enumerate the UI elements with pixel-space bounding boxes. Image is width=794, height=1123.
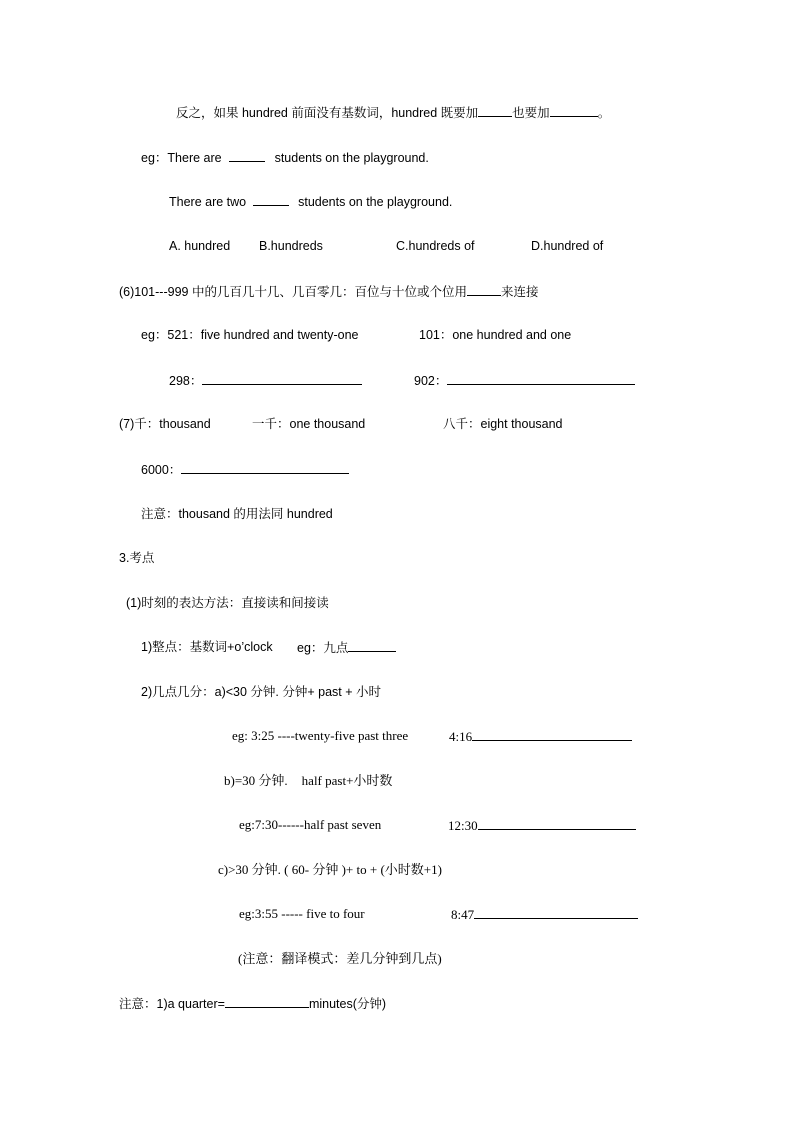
example-101: 101：one hundred and one [419,328,572,342]
rule-text: half past+小时数 [301,773,393,788]
section-7-thousand: (7)千：thousand [119,417,211,431]
quarter-note [119,994,386,1013]
answer-blank[interactable] [474,905,638,919]
section-3-heading: 3.考点 [119,551,155,565]
note-text: 注意：1)a quarter= [119,997,225,1011]
example-text: eg：There are [141,151,222,165]
exercise-298 [169,371,362,390]
example-text: eg：九点 [297,641,349,655]
option-a[interactable]: A. hundred [169,239,231,253]
section-6-text: (6)101---999 中的几百几十几、几百零几：百位与十位或个位用 [119,285,467,299]
example-521: eg：521：five hundred and twenty-one [141,328,359,342]
option-b[interactable]: B.hundreds [259,239,323,253]
answer-blank[interactable] [447,371,635,385]
answer-blank[interactable] [550,103,598,117]
past-rule: 2)几点几分：a)<30 分钟. 分钟+ past + 小时 [141,685,381,699]
section-6-text-2: 来连接 [500,285,539,299]
answer-blank[interactable] [225,994,309,1008]
note-text-2: minutes(分钟) [308,997,387,1011]
oclock-example [297,638,396,657]
to-rule: c)>30 分钟. ( 60- 分钟 )+ to + (小时数+1) [218,862,442,877]
example-text: There are two [169,195,247,209]
answer-blank[interactable] [253,192,289,206]
example-sentence-1 [141,148,429,167]
eight-thousand: 八千：eight thousand [443,417,563,431]
half-past-rule [224,772,392,790]
past-example: eg: 3:25 ----twenty-five past three [232,728,409,743]
exercise-6000 [141,460,349,479]
answer-blank[interactable] [181,460,349,474]
answer-blank[interactable] [478,816,636,830]
answer-blank[interactable] [348,638,396,652]
time-expression-heading: (1)时刻的表达方法：直接读和间接读 [126,596,329,610]
section-6-heading [119,282,538,301]
punctuation: 。 [597,106,611,120]
exercise-8-47 [451,905,638,924]
answer-blank[interactable] [202,371,362,385]
half-past-example: eg:7:30------half past seven [239,817,382,832]
thousand-note: 注意：thousand 的用法同 hundred [141,507,333,521]
option-c[interactable]: C.hundreds of [396,239,475,253]
oclock-rule: 1)整点：基数词+o’clock [141,640,273,654]
exercise-label: 8:47 [451,907,475,922]
translation-note: (注意：翻译模式：差几分钟到几点) [238,951,442,966]
exercise-label: 12:30 [448,818,478,833]
hundred-rule-text-2: 也要加 [512,106,550,120]
exercise-902 [414,371,635,390]
hundred-rule-line [176,103,610,122]
example-sentence-2 [169,192,452,211]
answer-blank[interactable] [472,727,632,741]
exercise-label: 902： [414,374,448,388]
to-example: eg:3:55 ----- five to four [239,906,365,921]
exercise-label: 6000： [141,463,182,477]
one-thousand: 一千：one thousand [252,417,366,431]
exercise-12-30 [448,816,636,835]
exercise-label: 298： [169,374,203,388]
option-d[interactable]: D.hundred of [531,239,604,253]
exercise-4-16 [449,727,632,746]
rule-label: b)=30 分钟. [224,773,288,788]
hundred-rule-text: 反之，如果 hundred 前面没有基数词，hundred 既要加 [176,106,479,120]
answer-blank[interactable] [467,282,501,296]
example-text: students on the playground. [298,195,453,209]
exercise-label: 4:16 [449,729,473,744]
example-text: students on the playground. [274,151,429,165]
answer-blank[interactable] [478,103,512,117]
answer-blank[interactable] [229,148,265,162]
